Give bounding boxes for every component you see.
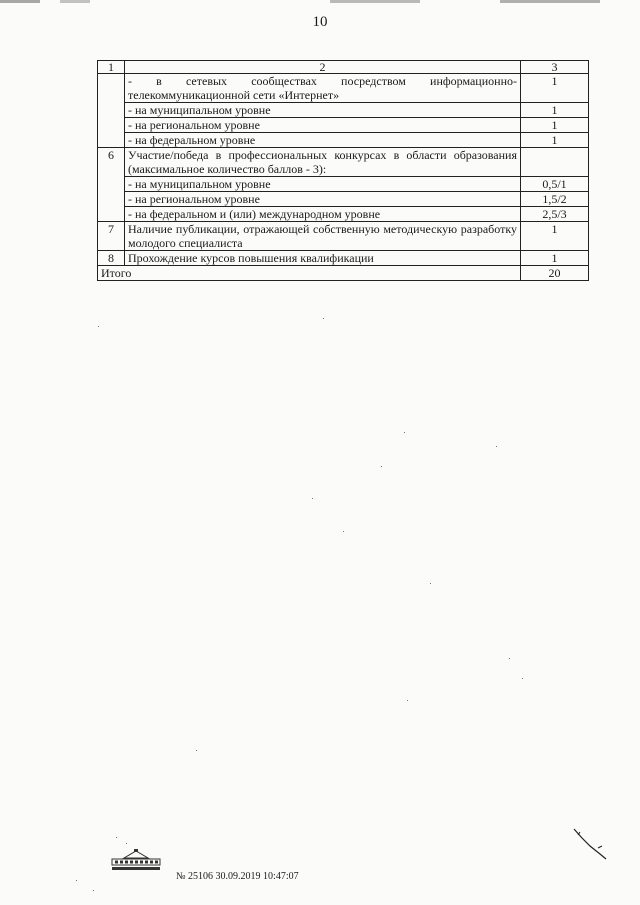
table-row	[98, 192, 589, 207]
row-number: 8	[98, 251, 125, 266]
table-row	[98, 74, 589, 103]
score-table	[97, 60, 589, 281]
row-number: 6	[98, 148, 125, 222]
points-cell	[521, 148, 589, 177]
criterion-text: Участие/победа в профессиональных конкурсах в области образования (максимальное количество баллов - 3):	[125, 148, 521, 177]
table-row	[98, 207, 589, 222]
points-cell: 1	[521, 74, 589, 103]
criterion-text: - на региональном уровне	[125, 192, 521, 207]
registration-number: № 25106 30.09.2019 10:47:07	[176, 871, 299, 882]
points-cell: 0,5/1	[521, 177, 589, 192]
total-label: Итого	[98, 266, 521, 281]
total-points: 20	[521, 266, 589, 281]
criterion-text: - на федеральном и (или) международном уровне	[125, 207, 521, 222]
table-row	[98, 148, 589, 177]
row-number	[98, 74, 125, 148]
points-cell: 1	[521, 251, 589, 266]
total-row	[98, 266, 589, 281]
table-row	[98, 251, 589, 266]
table-header-row	[98, 61, 589, 74]
scan-artifact-top	[0, 0, 640, 3]
criterion-text: - на федеральном уровне	[125, 133, 521, 148]
criterion-text: Прохождение курсов повышения квалификации	[125, 251, 521, 266]
page-number: 10	[312, 14, 328, 30]
points-cell: 1	[521, 222, 589, 251]
criterion-text: - на муниципальном уровне	[125, 177, 521, 192]
points-cell: 1,5/2	[521, 192, 589, 207]
table-row	[98, 103, 589, 118]
header-cell-2: 2	[125, 61, 521, 74]
points-cell: 1	[521, 133, 589, 148]
table-row	[98, 133, 589, 148]
seal-stamp-icon	[110, 848, 162, 872]
table-row	[98, 222, 589, 251]
criterion-text: - на региональном уровне	[125, 118, 521, 133]
criterion-text: - на муниципальном уровне	[125, 103, 521, 118]
table-row	[98, 118, 589, 133]
criterion-text: - в сетевых сообществах посредством информационно-телекоммуникационной сети «Интернет»	[125, 74, 521, 103]
points-cell: 2,5/3	[521, 207, 589, 222]
criterion-text: Наличие публикации, отражающей собственную методическую разработку молодого специалиста	[125, 222, 521, 251]
header-cell-3: 3	[521, 61, 589, 74]
pen-stroke-icon	[570, 826, 610, 862]
points-cell: 1	[521, 118, 589, 133]
table-row	[98, 177, 589, 192]
header-cell-1: 1	[98, 61, 125, 74]
row-number: 7	[98, 222, 125, 251]
points-cell: 1	[521, 103, 589, 118]
